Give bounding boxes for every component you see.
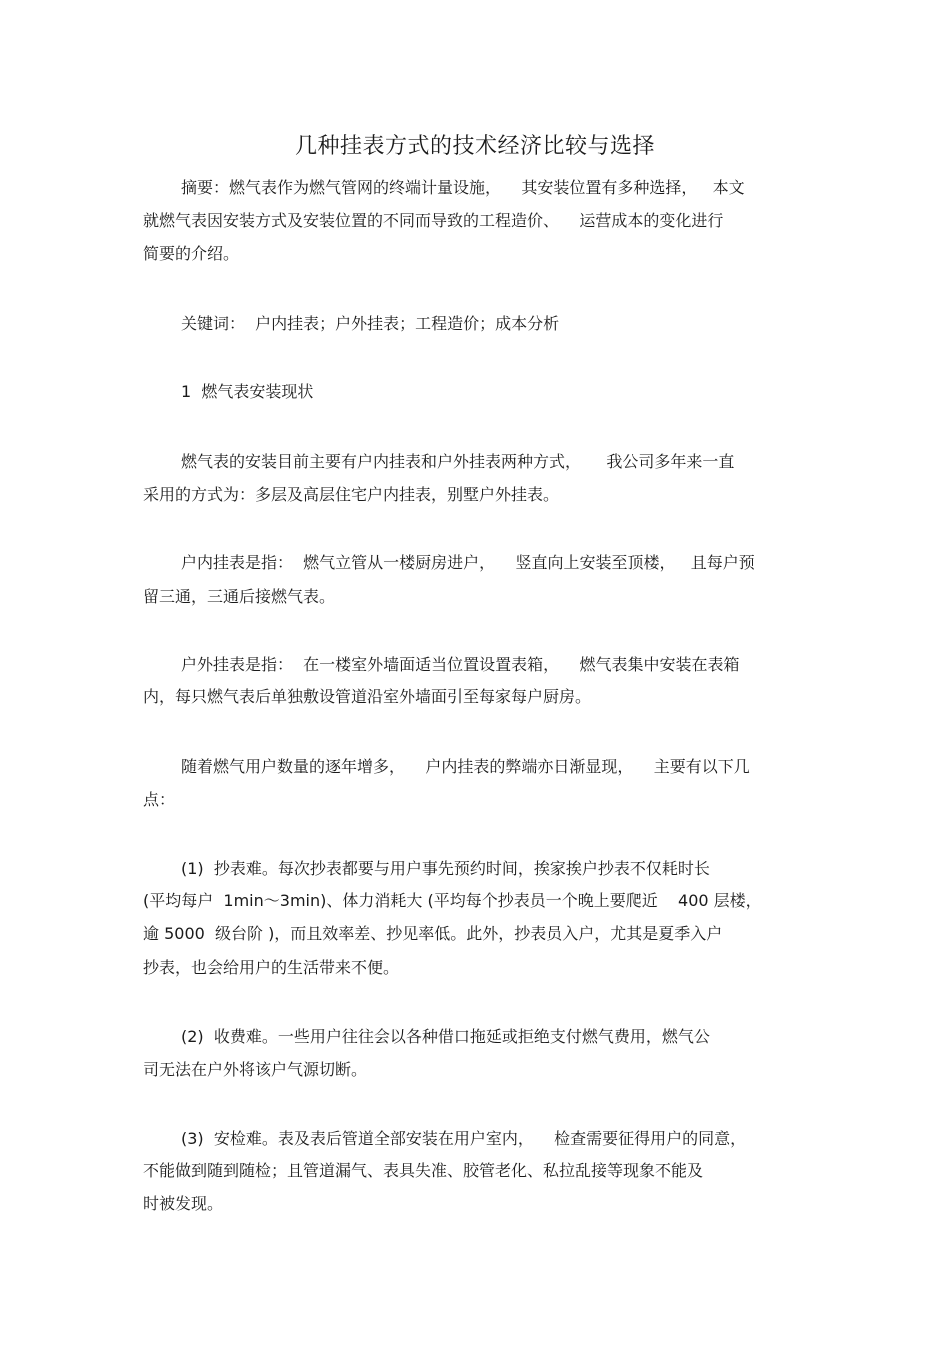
abstract-line: 简要的介绍。 bbox=[143, 244, 240, 263]
point-line: 逾 5000 级台阶 )，而且效率差、抄见率低。此外，抄表员入户，尤其是夏季入户 bbox=[143, 924, 723, 943]
paragraph-line: 户外挂表是指： 在一楼室外墙面适当位置设置表箱， 燃气表集中安装在表箱 bbox=[181, 655, 740, 674]
paragraph-line: 燃气表的安装目前主要有户内挂表和户外挂表两种方式， 我公司多年来一直 bbox=[181, 452, 735, 471]
paragraph-line: 点： bbox=[143, 790, 176, 809]
document-title: 几种挂表方式的技术经济比较与选择 bbox=[294, 134, 655, 159]
point-line: 司无法在户外将该户气源切断。 bbox=[143, 1060, 368, 1079]
abstract-line: 摘要：燃气表作为燃气管网的终端计量设施， 其安装位置有多种选择， 本文 bbox=[181, 178, 745, 197]
point-line: (2) 收费难。一些用户往往会以各种借口拖延或拒绝支付燃气费用，燃气公 bbox=[181, 1027, 710, 1046]
point-line: (1) 抄表难。每次抄表都要与用户事先预约时间，挨家挨户抄表不仅耗时长 bbox=[181, 859, 710, 878]
paragraph-line: 随着燃气用户数量的逐年增多， 户内挂表的弊端亦日渐显现， 主要有以下几 bbox=[181, 757, 750, 776]
paragraph-line: 户内挂表是指： 燃气立管从一楼厨房进户， 竖直向上安装至顶楼， 且每户预 bbox=[181, 553, 755, 572]
abstract-line: 就燃气表因安装方式及安装位置的不同而导致的工程造价、 运营成本的变化进行 bbox=[143, 211, 724, 230]
point-line: 抄表，也会给用户的生活带来不便。 bbox=[143, 958, 400, 977]
point-line: (3) 安检难。表及表后管道全部安装在用户室内， 检查需要征得用户的同意， bbox=[181, 1129, 747, 1148]
keywords-line: 关键词： 户内挂表；户外挂表；工程造价；成本分析 bbox=[181, 314, 560, 333]
point-line: 时被发现。 bbox=[143, 1194, 224, 1213]
paragraph-line: 留三通，三通后接燃气表。 bbox=[143, 587, 336, 606]
point-line: 不能做到随到随检；且管道漏气、表具失准、胶管老化、私拉乱接等现象不能及 bbox=[143, 1161, 704, 1180]
point-line: (平均每户 1min～3min)、体力消耗大 (平均每个抄表员一个晚上要爬近 400 层楼， bbox=[143, 891, 762, 910]
section-heading: 1 燃气表安装现状 bbox=[181, 382, 314, 401]
paragraph-line: 采用的方式为：多层及高层住宅户内挂表，别墅户外挂表。 bbox=[143, 485, 560, 504]
paragraph-line: 内，每只燃气表后单独敷设管道沿室外墙面引至每家每户厨房。 bbox=[143, 687, 592, 706]
